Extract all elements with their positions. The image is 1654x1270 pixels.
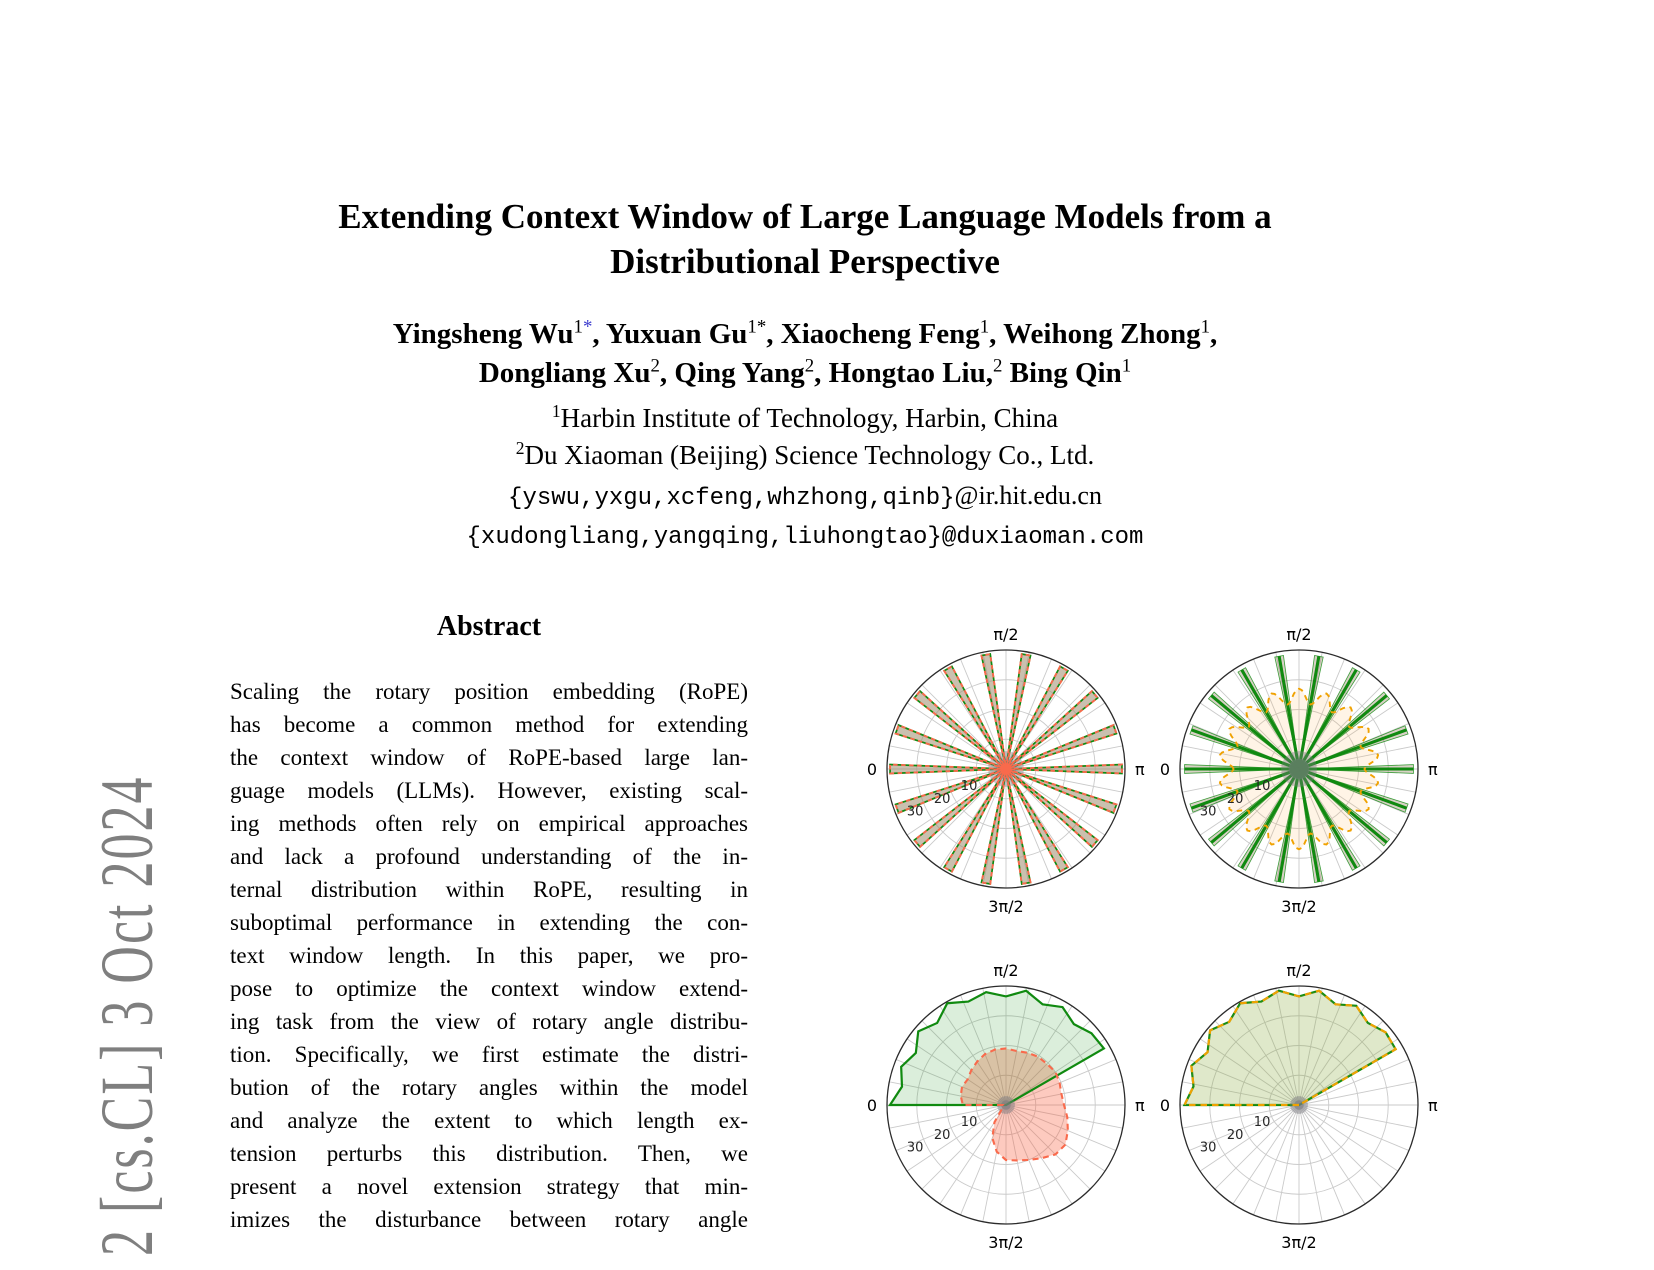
theta-label-east: π bbox=[1428, 760, 1438, 779]
author-name: Bing Qin$^1$ bbox=[1009, 355, 1132, 389]
r-tick-label: 30 bbox=[1199, 804, 1217, 820]
polar-chart-top-right bbox=[1134, 604, 1464, 934]
r-tick-label: 10 bbox=[960, 1115, 978, 1131]
author-name: Hongtao Liu,$^2$ bbox=[828, 355, 1003, 389]
author-name: Qing Yang$^2$ bbox=[674, 355, 815, 389]
polar-top-left bbox=[841, 604, 1171, 934]
author-superscript: 2 bbox=[650, 355, 660, 377]
theta-label-north: π/2 bbox=[993, 961, 1019, 980]
email-mono-part: {yswu,yxgu,xcfeng,whzhong,qinb} bbox=[508, 485, 955, 512]
author-superscript: 1 bbox=[979, 316, 990, 338]
affiliation-block bbox=[230, 400, 1380, 474]
email-domain-part: @duxiaoman.com bbox=[941, 524, 1144, 551]
author-superscript: 1 bbox=[1200, 316, 1210, 338]
theta-label-south: 3π/2 bbox=[1281, 1233, 1317, 1252]
email-block bbox=[230, 477, 1380, 556]
polar-chart-top-left bbox=[841, 604, 1171, 934]
theta-label-west: 0 bbox=[1159, 760, 1170, 779]
abstract-line: Scaling the rotary position embedding (RoPE) bbox=[230, 679, 748, 704]
r-tick-label: 10 bbox=[1253, 1115, 1271, 1131]
email-line-1 bbox=[230, 477, 1380, 517]
affiliation-2: $^2$Du Xiaoman (Beijing) Science Technology Co., Ltd. bbox=[515, 438, 1095, 470]
theta-label-south: 3π/2 bbox=[1281, 897, 1317, 916]
center-blob bbox=[1289, 759, 1310, 780]
author-block bbox=[230, 315, 1380, 393]
theta-label-west: 0 bbox=[866, 760, 877, 779]
r-tick-label: 10 bbox=[960, 779, 978, 795]
paper-title bbox=[230, 194, 1380, 284]
theta-label-east: π bbox=[1135, 1096, 1145, 1115]
r-tick-label: 20 bbox=[933, 1127, 951, 1143]
authors-line-1: Yingsheng $Wu^{1*}$, Yuxuan $Gu^{1*}$, Xiaocheng Feng$^1$, Weihong Zhong$^1$, bbox=[392, 316, 1218, 350]
footnote-asterisk: * bbox=[756, 316, 767, 338]
author-superscript: 1 bbox=[1121, 355, 1132, 377]
r-tick-label: 20 bbox=[933, 791, 951, 807]
affiliation-superscript: 1 bbox=[551, 401, 561, 421]
theta-label-north: π/2 bbox=[1286, 961, 1312, 980]
abstract-line: has become a common method for extending bbox=[230, 712, 748, 737]
theta-label-west: 0 bbox=[866, 1096, 877, 1115]
polar-top-right bbox=[1134, 604, 1464, 934]
abstract-heading: Abstract bbox=[436, 611, 542, 642]
author-name: Weihong Zhong$^1$ bbox=[1003, 316, 1210, 350]
email-line-2 bbox=[230, 517, 1380, 556]
abstract-line: bution of the rotary angles within the model bbox=[230, 1075, 748, 1100]
abstract-line: and analyze the extent to which length ex- bbox=[230, 1108, 748, 1133]
abstract-line: ing task from the view of rotary angle distribu- bbox=[230, 1009, 748, 1034]
theta-label-east: π bbox=[1135, 760, 1145, 779]
series-green-solid-fan bbox=[890, 991, 1104, 1105]
author-superscript: 2 bbox=[993, 355, 1003, 377]
abstract-line: and lack a profound understanding of the in- bbox=[230, 844, 748, 869]
abstract-line: pose to optimize the context window extend- bbox=[230, 976, 748, 1001]
abstract-line: text window length. In this paper, we pro- bbox=[230, 943, 748, 968]
polar-chart-bottom-right bbox=[1134, 940, 1464, 1270]
arxiv-watermark bbox=[86, 775, 170, 1256]
r-tick-label: 10 bbox=[1253, 779, 1271, 795]
abstract-line: guage models (LLMs). However, existing scal- bbox=[230, 778, 748, 803]
theta-label-east: π bbox=[1428, 1096, 1438, 1115]
affiliation-superscript: 2 bbox=[515, 438, 525, 458]
r-tick-label: 30 bbox=[1199, 1140, 1217, 1156]
paper-title-line1: Extending Context Window of Large Language Models from a bbox=[338, 197, 1272, 236]
abstract-line: tion. Specifically, we first estimate the distri- bbox=[230, 1042, 748, 1067]
theta-label-north: π/2 bbox=[993, 625, 1019, 644]
abstract-line: present a novel extension strategy that min- bbox=[230, 1174, 748, 1199]
authors-line-2: Dongliang Xu$^2$, Qing Yang$^2$, Hongtao Liu,$^2$ Bing Qin$^1$ bbox=[478, 355, 1132, 389]
author-name: Yuxuan $Gu^{1*}$ bbox=[605, 316, 767, 350]
abstract-line: suboptimal performance in extending the con- bbox=[230, 910, 748, 935]
abstract-line: ing methods often rely on empirical approaches bbox=[230, 811, 748, 836]
polar-bottom-left bbox=[841, 940, 1171, 1270]
polar-bottom-right bbox=[1134, 940, 1464, 1270]
theta-label-north: π/2 bbox=[1286, 625, 1312, 644]
r-tick-label: 20 bbox=[1226, 1127, 1244, 1143]
abstract-line: imizes the disturbance between rotary angle bbox=[230, 1207, 748, 1232]
theta-label-west: 0 bbox=[1159, 1096, 1170, 1115]
paper-title-line2: Distributional Perspective bbox=[610, 242, 1000, 281]
author-name: Dongliang Xu$^2$ bbox=[478, 355, 660, 389]
author-name: Yingsheng $Wu^{1*}$ bbox=[392, 316, 593, 350]
footnote-asterisk: * bbox=[582, 316, 593, 338]
author-superscript: 1* bbox=[573, 316, 593, 338]
r-tick-label: 30 bbox=[906, 804, 924, 820]
email-mono-part: {xudongliang,yangqing,liuhongtao} bbox=[466, 524, 942, 551]
theta-label-south: 3π/2 bbox=[988, 1233, 1024, 1252]
r-tick-label: 20 bbox=[1226, 791, 1244, 807]
author-superscript: 1* bbox=[747, 316, 767, 338]
polar-chart-bottom-left bbox=[841, 940, 1171, 1270]
email-domain-part: @ir.hit.edu.cn bbox=[954, 481, 1102, 510]
r-tick-label: 30 bbox=[906, 1140, 924, 1156]
author-name: Xiaocheng Feng$^1$ bbox=[780, 316, 990, 350]
abstract-line: tension perturbs this distribution. Then, we bbox=[230, 1141, 748, 1166]
theta-label-south: 3π/2 bbox=[988, 897, 1024, 916]
abstract-body bbox=[230, 675, 748, 1236]
arxiv-watermark-text: 2 [cs.CL] 3 Oct 2024 bbox=[86, 775, 170, 1256]
abstract-line: ternal distribution within RoPE, resulting in bbox=[230, 877, 748, 902]
affiliation-1: $^1$Harbin Institute of Technology, Harbin, China bbox=[551, 401, 1059, 433]
author-superscript: 2 bbox=[804, 355, 815, 377]
abstract-line: the context window of RoPE-based large lan- bbox=[230, 745, 748, 770]
